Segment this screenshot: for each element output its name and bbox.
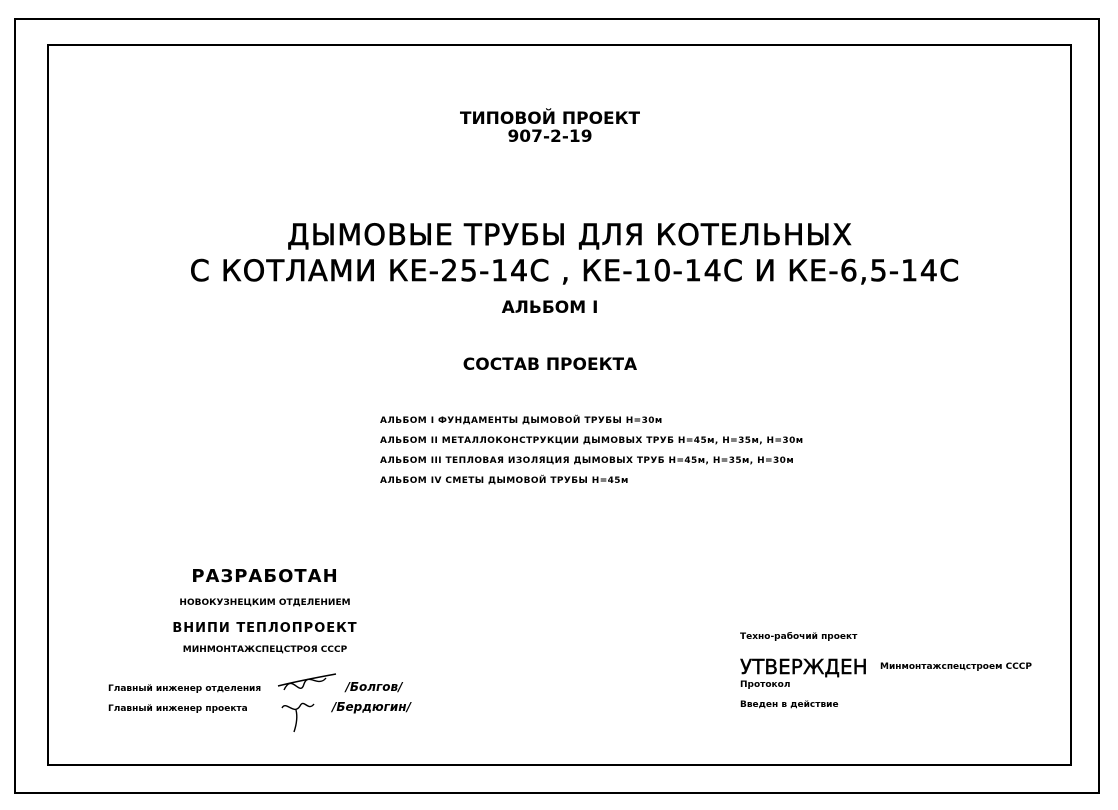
project-series: ТИПОВОЙ ПРОЕКТ: [459, 109, 641, 129]
signature-row-dept-engineer: [108, 680, 403, 694]
approval-stamp: УТВЕРЖДЕН: [740, 655, 868, 679]
developer-institute: ВНИПИ ТЕПЛОПРОЕКТ: [172, 621, 358, 636]
approval-protocol: Протокол: [740, 680, 791, 690]
drawing-frame: [47, 44, 1072, 766]
signature-role: Главный инженер отделения: [108, 684, 262, 694]
signature-row-project-engineer: [108, 700, 411, 714]
document-title-line-1: ДЫМОВЫЕ ТРУБЫ ДЛЯ КОТЕЛЬНЫХ: [287, 218, 853, 252]
composition-heading: СОСТАВ ПРОЕКТА: [462, 355, 638, 375]
project-number: 907-2-19: [507, 127, 593, 147]
approval-enacted: Введен в действие: [740, 700, 839, 710]
composition-item: АЛЬБОМ IV СМЕТЫ ДЫМОВОЙ ТРУБЫ Н=45м: [380, 476, 629, 486]
composition-item: АЛЬБОМ III ТЕПЛОВАЯ ИЗОЛЯЦИЯ ДЫМОВЫХ ТРУБ Н=45м, Н=35м, Н=30м: [380, 456, 795, 466]
approval-caption: Техно-рабочий проект: [740, 632, 858, 642]
composition-item: АЛЬБОМ II МЕТАЛЛОКОНСТРУКЦИИ ДЫМОВЫХ ТРУБ Н=45м, Н=35м, Н=30м: [380, 436, 804, 446]
approval-authority: Минмонтажспецстроем СССР: [880, 662, 1032, 672]
signature-role: Главный инженер проекта: [108, 704, 248, 714]
document-title-line-2: С КОТЛАМИ КЕ-25-14С , КЕ-10-14С И КЕ-6,5-14С: [189, 254, 961, 288]
album-number: АЛЬБОМ I: [501, 298, 599, 318]
developer-heading: РАЗРАБОТАН: [191, 566, 339, 587]
signature-name: /Болгов/: [345, 680, 403, 694]
developer-department: НОВОКУЗНЕЦКИМ ОТДЕЛЕНИЕМ: [179, 598, 351, 608]
developer-ministry: МИНМОНТАЖСПЕЦСТРОЯ СССР: [182, 645, 348, 655]
composition-item: АЛЬБОМ I ФУНДАМЕНТЫ ДЫМОВОЙ ТРУБЫ Н=30м: [380, 416, 663, 426]
signature-name: /Бердюгин/: [332, 700, 411, 714]
handwritten-signature: [274, 668, 344, 738]
